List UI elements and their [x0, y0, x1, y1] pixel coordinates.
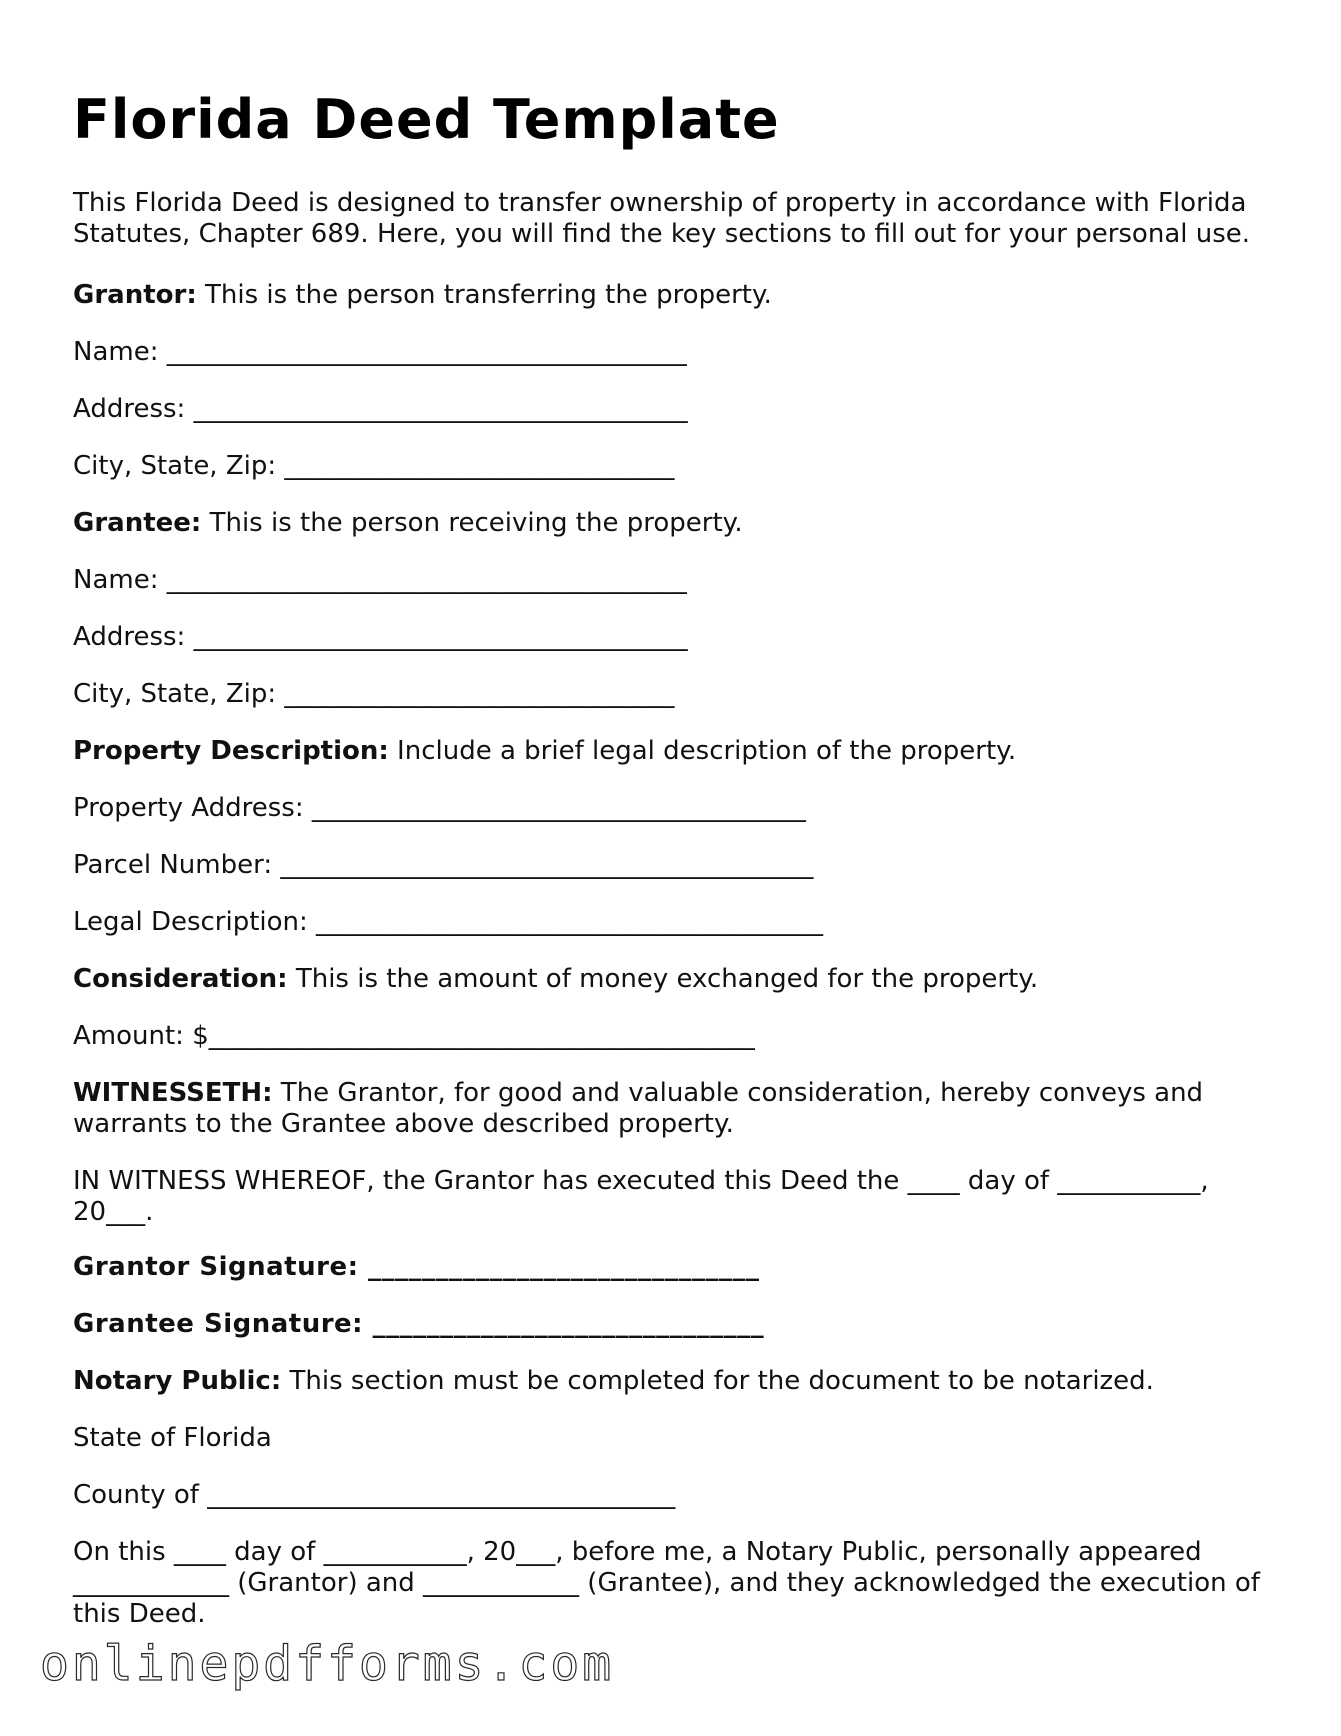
grantee-section-header	[73, 508, 1273, 539]
grantor-section-header	[73, 280, 1273, 311]
grantor-city-state-zip-field[interactable]: City, State, Zip: ______________________________	[73, 451, 675, 481]
notary-county-field[interactable]: County of ____________________________________	[73, 1480, 676, 1510]
parcel-number-field[interactable]: Parcel Number: _________________________________________	[73, 850, 814, 880]
grantor-description: This is the person transferring the property.	[196, 280, 772, 310]
grantor-heading: Grantor:	[73, 280, 197, 310]
property-description: Include a brief legal description of the property.	[388, 736, 1017, 766]
in-witness-paragraph[interactable]: IN WITNESS WHEREOF, the Grantor has executed this Deed the ____ day of ___________, 20___.	[73, 1166, 1209, 1227]
grantee-address-field[interactable]: Address: ______________________________________	[73, 622, 688, 652]
deed-document	[73, 88, 1273, 1630]
property-section-header	[73, 736, 1273, 767]
notary-section-header	[73, 1366, 1273, 1397]
grantee-heading: Grantee:	[73, 508, 202, 538]
grantee-city-state-zip-field[interactable]: City, State, Zip: ______________________________	[73, 679, 675, 709]
document-title: Florida Deed Template	[73, 88, 780, 151]
consideration-heading: Consideration:	[73, 964, 288, 994]
grantor-signature-field[interactable]: Grantor Signature: _____________________________	[73, 1252, 760, 1282]
intro-paragraph: This Florida Deed is designed to transfer ownership of property in accordance with Florida Statutes, Chapter 689. Here, you will find the key sections to fill out for your personal use.	[73, 188, 1251, 249]
amount-field[interactable]: Amount: $__________________________________________	[73, 1021, 755, 1051]
grantee-description: This is the person receiving the property.	[201, 508, 743, 538]
watermark-logo: onlinepdfforms.com	[40, 1636, 615, 1692]
legal-description-field[interactable]: Legal Description: _______________________________________	[73, 907, 824, 937]
notary-state: State of Florida	[73, 1423, 272, 1453]
grantee-signature-field[interactable]: Grantee Signature: _____________________________	[73, 1309, 765, 1339]
notary-description: This section must be completed for the document to be notarized.	[281, 1366, 1154, 1396]
witnesseth-text: The Grantor, for good and valuable consideration, hereby conveys and warrants to the Grantee above described property.	[73, 1078, 1204, 1139]
property-address-field[interactable]: Property Address: ______________________________________	[73, 793, 806, 823]
consideration-description: This is the amount of money exchanged for the property.	[287, 964, 1039, 994]
consideration-section-header	[73, 964, 1273, 995]
notary-acknowledgment-paragraph[interactable]: On this ____ day of ___________, 20___, before me, a Notary Public, personally appeared ____________ (Grantor) and ____________ (Grantee), and they acknowledged the execution of this Deed.	[73, 1537, 1260, 1629]
witnesseth-heading: WITNESSETH:	[73, 1078, 273, 1108]
property-heading: Property Description:	[73, 736, 389, 766]
grantor-address-field[interactable]: Address: ______________________________________	[73, 394, 688, 424]
witnesseth-paragraph	[73, 1078, 1273, 1140]
grantor-name-field[interactable]: Name: ________________________________________	[73, 337, 687, 367]
notary-heading: Notary Public:	[73, 1366, 282, 1396]
grantee-name-field[interactable]: Name: ________________________________________	[73, 565, 687, 595]
